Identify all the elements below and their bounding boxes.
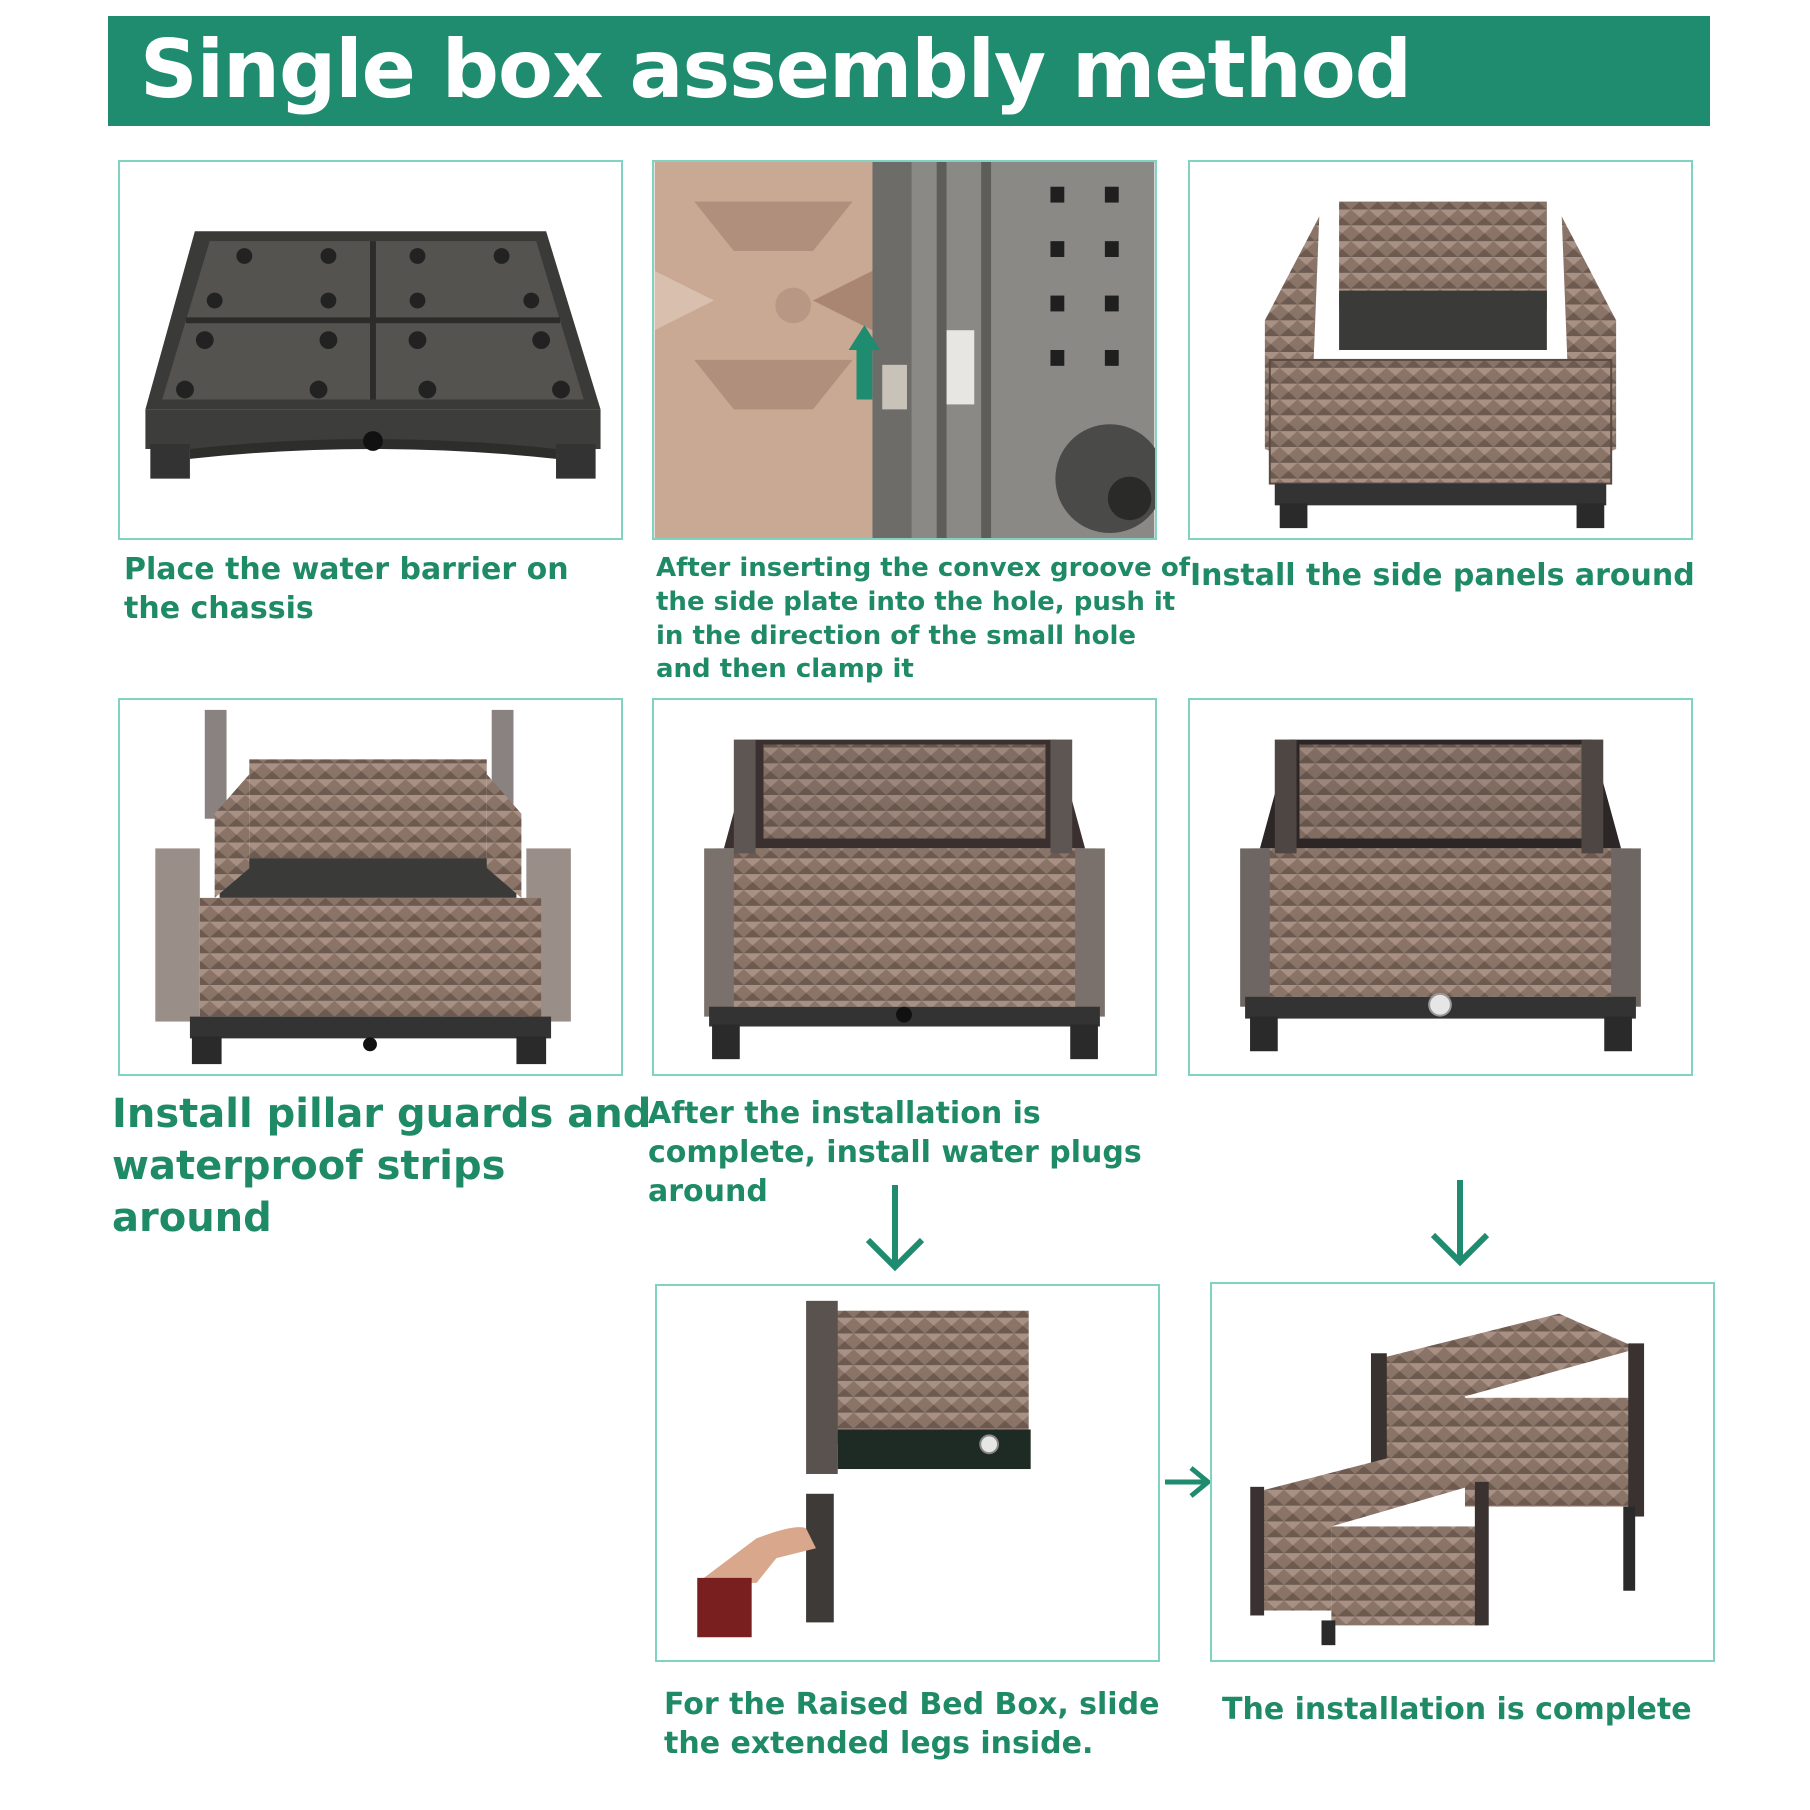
step-5-caption: After the installation is complete, install water plugs around [648,1096,1142,1209]
step-6-image [655,1284,1160,1662]
step-4-caption: Install pillar guards and waterproof strips around [112,1091,652,1241]
assembled-box-with-plug-illustration [1190,700,1691,1074]
step-3-image [1188,160,1693,540]
pillar-guards-illustration [120,700,621,1074]
step-3-caption: Install the side panels around [1190,558,1695,593]
step-7-caption: The installation is complete [1222,1692,1692,1727]
arrow-right-icon [1163,1462,1213,1502]
groove-closeup-illustration [654,162,1155,538]
arrow-down-icon [1425,1180,1495,1270]
extended-legs-illustration [657,1286,1158,1660]
step-5b-image [1188,698,1693,1076]
step-2-caption: After inserting the convex groove of the side plate into the hole, push it in the direction of the small hole and then clamp it [656,553,1191,685]
side-panels-illustration [1190,162,1691,538]
step-4-image [118,698,623,1076]
step-1-image [118,160,623,540]
assembled-box-illustration [654,700,1155,1074]
step-5-image [652,698,1157,1076]
step-1-caption: Place the water barrier on the chassis [124,552,569,626]
step-7-image [1210,1282,1715,1662]
completed-raised-bed-illustration [1212,1284,1713,1660]
step-2-image [652,160,1157,540]
step-6-caption: For the Raised Bed Box, slide the extended legs inside. [664,1687,1160,1761]
arrow-down-icon [860,1185,930,1275]
chassis-tray-illustration [120,162,621,538]
page-title: Single box assembly method [140,23,1412,116]
title-banner [108,16,1710,126]
